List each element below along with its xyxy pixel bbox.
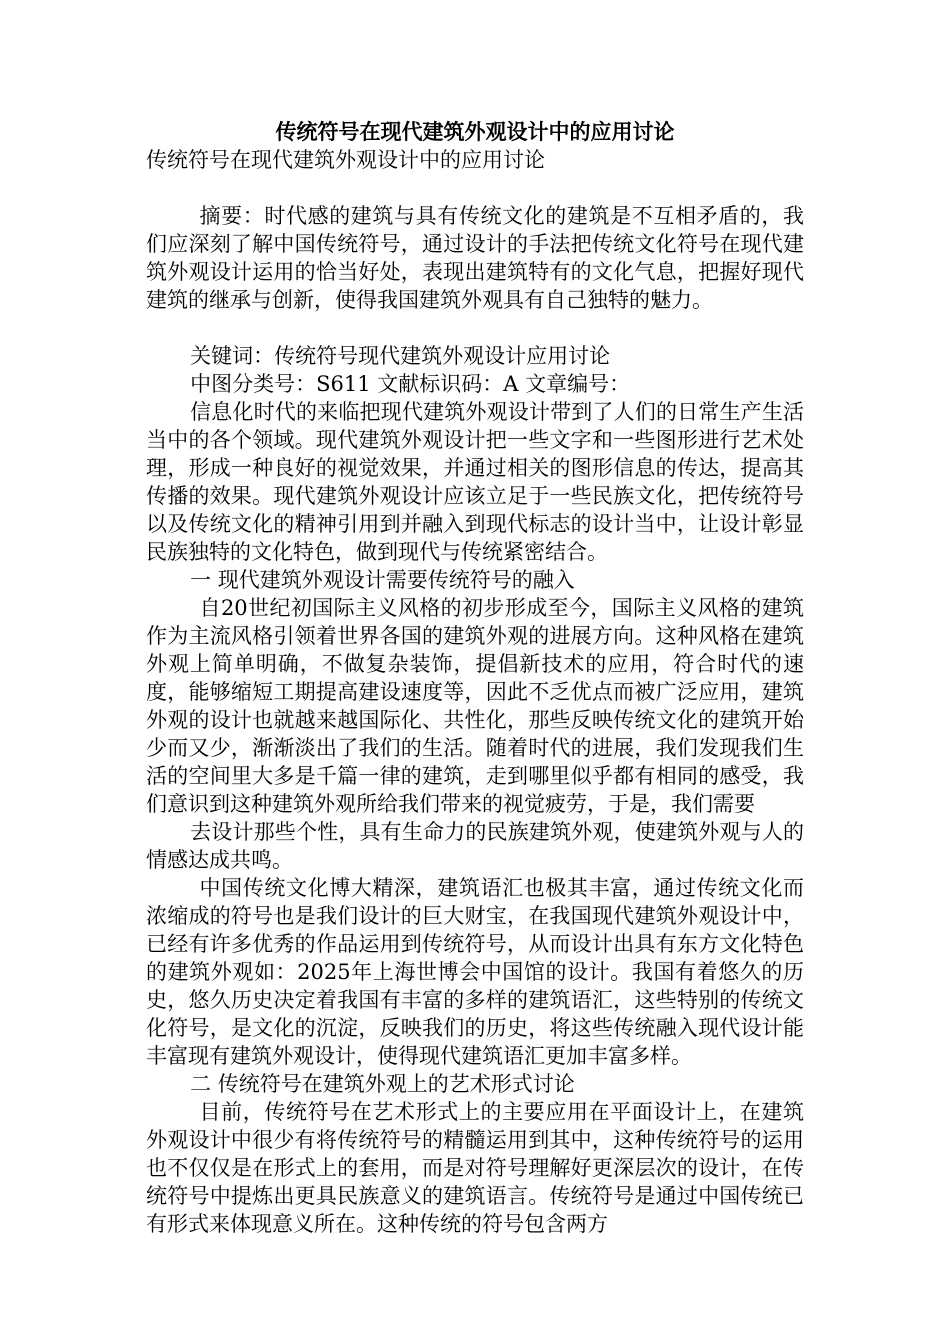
- classification-line: 中图分类号：S611 文献标识码：A 文章编号：: [190, 372, 631, 396]
- document-title: 传统符号在现代建筑外观设计中的应用讨论: [275, 119, 675, 144]
- keywords-line: 关键词：传统符号现代建筑外观设计应用讨论: [190, 344, 611, 368]
- intro-paragraph: 信息化时代的来临把现代建筑外观设计带到了人们的日常生产生活当中的各个领域。现代建筑外观设计把一些文字和一些图形进行艺术处理，形成一种良好的视觉效果，并通过相关的图形信息的传达，提高其传播的效果。现代建筑外观设计应该立足于一些民族文化，把传统符号以及传统文化的精神引用到并融入到现代标志的设计当中，让设计彰显民族独特的文化特色，做到现代与传统紧密结合。: [146, 400, 804, 564]
- section2-heading: 二 传统符号在建筑外观上的艺术形式讨论: [190, 1072, 575, 1096]
- section1-heading: 一 现代建筑外观设计需要传统符号的融入: [190, 568, 575, 592]
- section2-paragraph-1: 目前，传统符号在艺术形式上的主要应用在平面设计上，在建筑外观设计中很少有将传统符号的精髓运用到其中，这种传统符号的运用也不仅仅是在形式上的套用，而是对符号理解好更深层次的设计，在传统符号中提炼出更具民族意义的建筑语言。传统符号是通过中国传统已有形式来体现意义所在。这种传统的符号包含两方: [146, 1100, 804, 1236]
- abstract-paragraph: 摘要：时代感的建筑与具有传统文化的建筑是不互相矛盾的，我们应深刻了解中国传统符号，通过设计的手法把传统文化符号在现代建筑外观设计运用的恰当好处，表现出建筑特有的文化气息，把握好现代建筑的继承与创新，使得我国建筑外观具有自己独特的魅力。: [146, 204, 804, 312]
- section1-paragraph-3: 中国传统文化博大精深，建筑语汇也极其丰富，通过传统文化而浓缩成的符号也是我们设计的巨大财宝，在我国现代建筑外观设计中，已经有许多优秀的作品运用到传统符号，从而设计出具有东方文化特色的建筑外观如：2025年上海世博会中国馆的设计。我国有着悠久的历史，悠久历史决定着我国有丰富的多样的建筑语汇，这些特别的传统文化符号，是文化的沉淀，反映我们的历史，将这些传统融入现代设计能丰富现有建筑外观设计，使得现代建筑语汇更加丰富多样。: [146, 876, 804, 1068]
- section1-paragraph-1: 自20世纪初国际主义风格的初步形成至今，国际主义风格的建筑作为主流风格引领着世界各国的建筑外观的进展方向。这种风格在建筑外观上简单明确，不做复杂装饰，提倡新技术的应用，符合时代的速度，能够缩短工期提高建设速度等，因此不乏优点而被广泛应用，建筑外观的设计也就越来越国际化、共性化，那些反映传统文化的建筑开始少而又少，渐渐淡出了我们的生活。随着时代的进展，我们发现我们生活的空间里大多是千篇一律的建筑，走到哪里似乎都有相同的感受，我们意识到这种建筑外观所给我们带来的视觉疲劳，于是，我们需要: [146, 596, 804, 816]
- section1-paragraph-2: 去设计那些个性，具有生命力的民族建筑外观，使建筑外观与人的情感达成共鸣。: [146, 820, 804, 872]
- document-subtitle: 传统符号在现代建筑外观设计中的应用讨论: [146, 148, 545, 172]
